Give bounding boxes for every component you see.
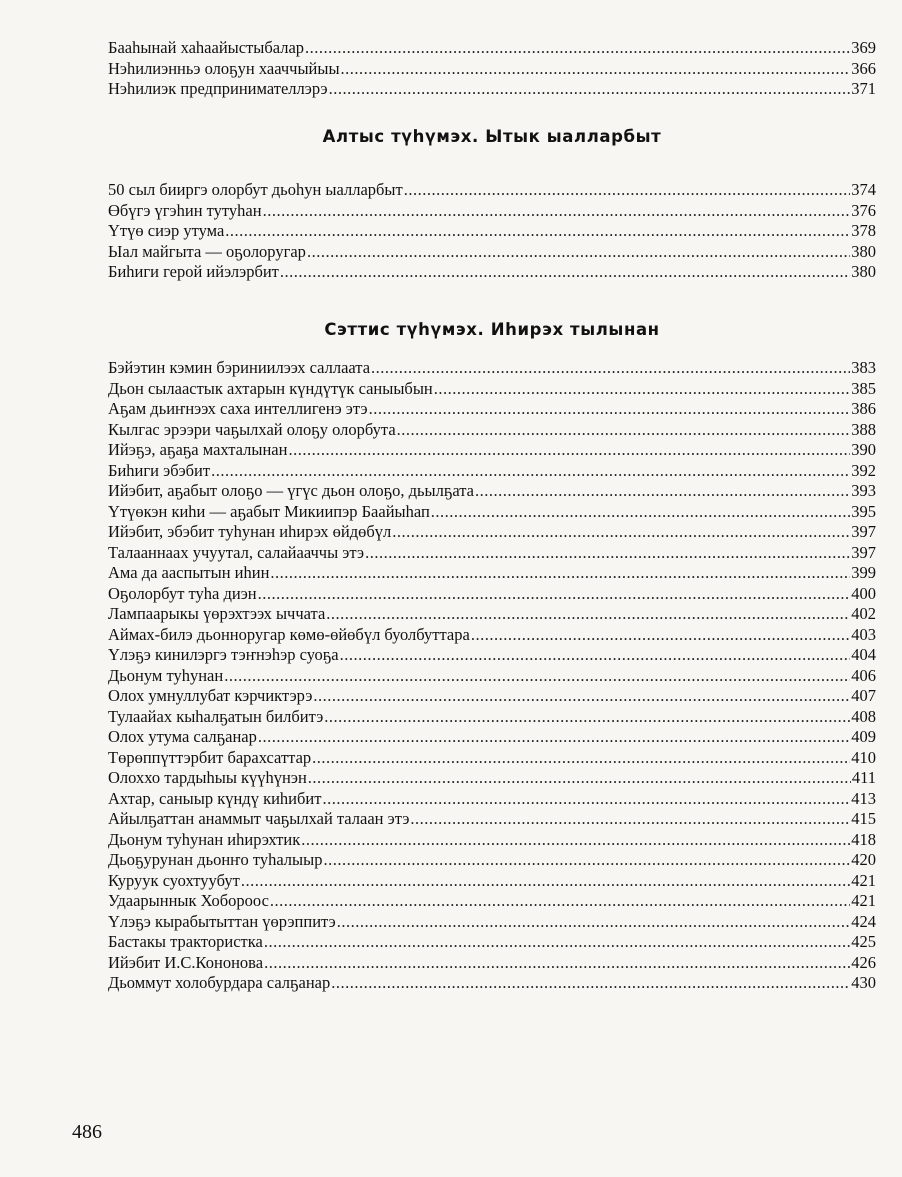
toc-entry-page: 397 <box>851 522 876 541</box>
dot-leader <box>341 59 851 80</box>
toc-entry-page: 385 <box>851 378 876 398</box>
toc-entry <box>108 201 876 222</box>
toc-entry-title: Куруук суохтуубут <box>108 870 240 890</box>
toc-entry <box>108 221 876 242</box>
toc-entry-title: Дьоммут холобурдара салҕанар <box>108 973 331 992</box>
toc-section-1 <box>108 38 876 100</box>
toc-entry <box>108 481 876 502</box>
dot-leader <box>288 440 850 461</box>
toc-entry-page: 418 <box>851 829 876 849</box>
toc-entry <box>108 953 876 974</box>
dot-leader <box>263 201 851 222</box>
toc-entry-page: 408 <box>851 706 876 726</box>
toc-entry <box>108 358 876 379</box>
toc-entry-title: Бастакы трактористка <box>108 932 263 951</box>
toc-entry-page: 403 <box>851 624 876 644</box>
toc-entry-page: 406 <box>851 665 876 685</box>
dot-leader <box>365 543 850 564</box>
dot-leader <box>397 420 851 441</box>
toc-entry-page: 397 <box>851 542 876 562</box>
toc-entry <box>108 543 876 564</box>
toc-entry <box>108 830 876 851</box>
dot-leader <box>264 953 850 974</box>
dot-leader <box>313 686 850 707</box>
toc-entry <box>108 180 876 201</box>
dot-leader <box>392 522 850 543</box>
toc-entry-page: 392 <box>851 460 876 480</box>
toc-entry-page: 426 <box>851 952 876 972</box>
dot-leader <box>280 262 850 283</box>
toc-entry-page: 371 <box>851 79 876 98</box>
toc-entry <box>108 932 876 953</box>
toc-entry-title: Үлэҕэ кырабытыттан үөрэппитэ <box>108 911 336 931</box>
toc-entry-title: Олоххо тардыһыы күүһүнэн <box>108 768 307 787</box>
toc-section-6 <box>108 180 876 283</box>
dot-leader <box>270 891 850 912</box>
toc-entry-page: 410 <box>851 747 876 767</box>
toc-entry-page: 378 <box>851 221 876 240</box>
toc-entry-title: Аймах-билэ дьонноругар көмө-өйөбүл буолбуттара <box>108 624 470 644</box>
toc-entry <box>108 242 876 263</box>
toc-entry-title: Олох утума салҕанар <box>108 727 257 746</box>
dot-leader <box>324 707 850 728</box>
toc-entry-title: Биһиги герой ийэлэрбит <box>108 262 279 281</box>
toc-entry <box>108 440 876 461</box>
toc-entry <box>108 522 876 543</box>
toc-entry-title: Ама да ааспытын иһин <box>108 563 270 582</box>
toc-entry <box>108 912 876 933</box>
toc-section-7 <box>108 358 876 994</box>
toc-entry-page: 404 <box>851 645 876 664</box>
toc-entry-page: 366 <box>851 58 876 78</box>
toc-entry-title: Аҕам дьиҥнээх саха интеллигенэ этэ <box>108 399 368 418</box>
dot-leader <box>224 666 850 687</box>
dot-leader <box>307 242 850 263</box>
toc-entry-title: Оҕолорбут туһа диэн <box>108 583 257 603</box>
toc-entry-title: Лампаарыкы үөрэхтээх ыччата <box>108 604 326 623</box>
toc-entry-title: Ийэҕэ, аҕаҕа махталынан <box>108 440 288 459</box>
toc-entry <box>108 604 876 625</box>
toc-entry-page: 409 <box>851 727 876 746</box>
dot-leader <box>264 932 850 953</box>
toc-entry-page: 421 <box>851 891 876 910</box>
toc-entry <box>108 38 876 59</box>
toc-entry-title: Бааһынай хаһаайыстыбалар <box>108 38 305 57</box>
dot-leader <box>337 912 851 933</box>
dot-leader <box>329 79 851 100</box>
toc-entry-page: 420 <box>851 850 876 869</box>
toc-entry-page: 407 <box>851 686 876 705</box>
toc-entry <box>108 789 876 810</box>
toc-entry-page: 402 <box>851 604 876 623</box>
dot-leader <box>323 850 850 871</box>
toc-entry <box>108 461 876 482</box>
toc-entry <box>108 850 876 871</box>
toc-entry <box>108 973 876 994</box>
toc-entry <box>108 625 876 646</box>
toc-entry <box>108 420 876 441</box>
toc-entry-title: Үлэҕэ кинилэргэ тэҥнэһэр суоҕа <box>108 645 339 664</box>
toc-entry <box>108 891 876 912</box>
dot-leader <box>410 809 850 830</box>
toc-entry-title: Нэһилиэк предпринимателлэрэ <box>108 79 328 98</box>
toc-entry-page: 386 <box>851 399 876 418</box>
toc-entry-title: Дьон сылаастык ахтарын күндүтүк саныыбын <box>108 378 433 398</box>
toc-entry <box>108 686 876 707</box>
dot-leader <box>322 789 850 810</box>
toc-entry-title: Дьонум туһунан <box>108 665 224 685</box>
toc-entry-title: Төрөппүттэрбит барахсаттар <box>108 747 312 767</box>
toc-entry-page: 374 <box>851 180 876 199</box>
dot-leader <box>301 830 850 851</box>
toc-entry-page: 413 <box>851 788 876 808</box>
dot-leader <box>369 399 851 420</box>
toc-entry-title: Ахтар, саныыр күндү киһибит <box>108 788 322 808</box>
toc-entry <box>108 262 876 283</box>
toc-entry <box>108 502 876 523</box>
dot-leader <box>308 768 851 789</box>
toc-entry-title: Бэйэтин кэмин бэриниилээх саллаата <box>108 358 371 377</box>
dot-leader <box>331 973 850 994</box>
toc-entry-page: 383 <box>851 358 876 377</box>
toc-entry <box>108 563 876 584</box>
toc-entry-page: 380 <box>851 241 876 261</box>
dot-leader <box>371 358 850 379</box>
toc-entry <box>108 871 876 892</box>
toc-entry <box>108 768 876 789</box>
toc-entry-page: 376 <box>851 200 876 220</box>
toc-entry <box>108 727 876 748</box>
dot-leader <box>241 871 850 892</box>
toc-entry-page: 390 <box>851 440 876 459</box>
dot-leader <box>270 563 850 584</box>
section-heading-6: Алтыс түһүмэх. Ытык ыалларбыт <box>322 127 662 146</box>
toc-entry-title: Өбүгэ үгэһин тутуһан <box>108 200 262 220</box>
dot-leader <box>340 645 851 666</box>
toc-entry-page: 424 <box>851 911 876 931</box>
toc-entry-title: Ийэбит, эбэбит туһунан иһирэх өйдөбүл <box>108 522 392 541</box>
toc-entry <box>108 645 876 666</box>
dot-leader <box>211 461 850 482</box>
dot-leader <box>305 38 850 59</box>
toc-entry-title: Үтүөкэн киһи — аҕабыт Микиипэр Баайыһап <box>108 501 430 521</box>
toc-entry-page: 400 <box>851 583 876 603</box>
toc-entry-page: 393 <box>851 481 876 500</box>
toc-entry-title: Кылгас эрээри чаҕылхай олоҕу олорбута <box>108 419 396 439</box>
toc-entry-title: Үтүө сиэр утума <box>108 221 225 240</box>
toc-entry-title: Тулаайах кыһалҕатын билбитэ <box>108 706 324 726</box>
toc-entry-title: Дьоҕурунан дьонҥо туһалыыр <box>108 850 323 869</box>
toc-entry-title: Талааннаах учуутал, салайааччы этэ <box>108 542 365 562</box>
page-number: 486 <box>72 1121 102 1143</box>
dot-leader <box>475 481 850 502</box>
toc-entry-page: 399 <box>851 563 876 582</box>
toc-entry-page: 425 <box>851 932 876 951</box>
toc-entry-page: 380 <box>851 262 876 281</box>
toc-entry-page: 430 <box>851 973 876 992</box>
dot-leader <box>258 584 851 605</box>
dot-leader <box>225 221 850 242</box>
toc-entry <box>108 59 876 80</box>
toc-entry <box>108 379 876 400</box>
dot-leader <box>471 625 850 646</box>
dot-leader <box>258 727 850 748</box>
toc-entry-title: Ийэбит И.С.Кононова <box>108 952 264 972</box>
toc-entry-title: Биһиги эбэбит <box>108 460 211 480</box>
toc-entry-page: 388 <box>851 419 876 439</box>
toc-entry-title: Дьонум туһунан иһирэхтик <box>108 829 301 849</box>
dot-leader <box>431 502 850 523</box>
toc-entry <box>108 79 876 100</box>
toc-entry-title: 50 сыл бииргэ олорбут дьоһун ыалларбыт <box>108 180 403 199</box>
toc-entry <box>108 666 876 687</box>
toc-entry <box>108 748 876 769</box>
toc-entry-page: 421 <box>851 870 876 890</box>
section-heading-7: Сэттис түһүмэх. Иһирэх тылынан <box>324 320 660 339</box>
dot-leader <box>312 748 850 769</box>
toc-entry-title: Олох умнуллубат кэрчиктэрэ <box>108 686 313 705</box>
toc-entry-page: 369 <box>851 38 876 57</box>
toc-entry <box>108 399 876 420</box>
toc-entry-title: Айылҕаттан анаммыт чаҕылхай талаан этэ <box>108 809 410 828</box>
toc-entry-page: 411 <box>851 768 876 787</box>
toc-entry-title: Нэһилиэнньэ олоҕун хааччыйыы <box>108 58 340 78</box>
toc-entry-title: Удаарыннык Хобороос <box>108 891 269 910</box>
toc-entry <box>108 584 876 605</box>
toc-entry <box>108 809 876 830</box>
toc-entry-page: 395 <box>851 501 876 521</box>
toc-entry-title: Ыал майгыта — оҕолоругар <box>108 241 306 261</box>
toc-entry <box>108 707 876 728</box>
toc-entry-title: Ийэбит, аҕабыт олоҕо — үгүс дьон олоҕо, дьылҕата <box>108 481 474 500</box>
dot-leader <box>326 604 850 625</box>
toc-entry-page: 415 <box>851 809 876 828</box>
dot-leader <box>434 379 851 400</box>
dot-leader <box>404 180 851 201</box>
